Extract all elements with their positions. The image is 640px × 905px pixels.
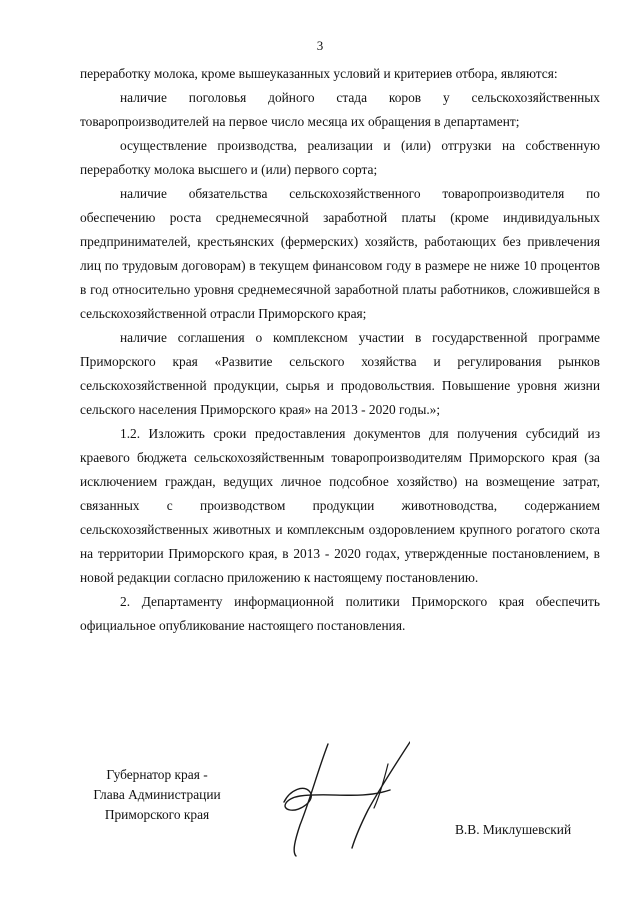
signatory-name: В.В. Миклушевский (455, 822, 572, 837)
paragraph: 2. Департаменту информационной политики Приморского края обеспечить официальное опубликование настоящего постановления. (80, 594, 600, 633)
paragraph: переработку молока, кроме вышеуказанных условий и критериев отбора, являются: (80, 66, 558, 81)
paragraph: наличие обязательства сельскохозяйственного товаропроизводителя по обеспечению роста среднемесячной заработной платы (кроме индивидуальных предпринимателей, крестьянских (фермерских) хозяйств, работающих без привлечения лиц по трудовым договорам) в текущем финансовом году в размере не ниже 10 процентов в год относительно уровня среднемесячной заработной платы работников, сложившейся в сельскохозяйственной отрасли Приморского края; (80, 186, 600, 321)
signatory-title-line: Губернатор края - (106, 767, 208, 782)
handwritten-signature (270, 740, 410, 860)
signatory-title-line: Приморского края (104, 807, 210, 822)
paragraph: наличие соглашения о комплексном участии в государственной программе Приморского края «Развитие сельского хозяйства и регулирования рынков сельскохозяйственной продукции, сырья и продовольствия. Повышение уровня жизни сельского населения Приморского края» на 2013 - 2020 годы.»; (80, 330, 600, 417)
paragraph: наличие поголовья дойного стада коров у сельскохозяйственных товаропроизводителей на первое число месяца их обращения в департамент; (80, 90, 600, 129)
paragraph: осуществление производства, реализации и (или) отгрузки на собственную переработку молока высшего и (или) первого сорта; (80, 138, 600, 177)
page-number: 3 (316, 38, 324, 53)
signatory-title (82, 765, 232, 825)
paragraph: 1.2. Изложить сроки предоставления документов для получения субсидий из краевого бюджета сельскохозяйственным товаропроизводителям Приморского края (за исключением граждан, ведущих личное подсобное хозяйство) на возмещение затрат, связанных с производством продукции животноводства, содержанием сельскохозяйственных животных и комплексным оздоровлением крупного рогатого скота на территории Приморского края, в 2013 - 2020 годах, утвержденные постановлением, в новой редакции согласно приложению к настоящему постановлению. (80, 426, 600, 585)
document-body (80, 62, 600, 638)
signatory-title-line: Глава Администрации (93, 787, 221, 802)
